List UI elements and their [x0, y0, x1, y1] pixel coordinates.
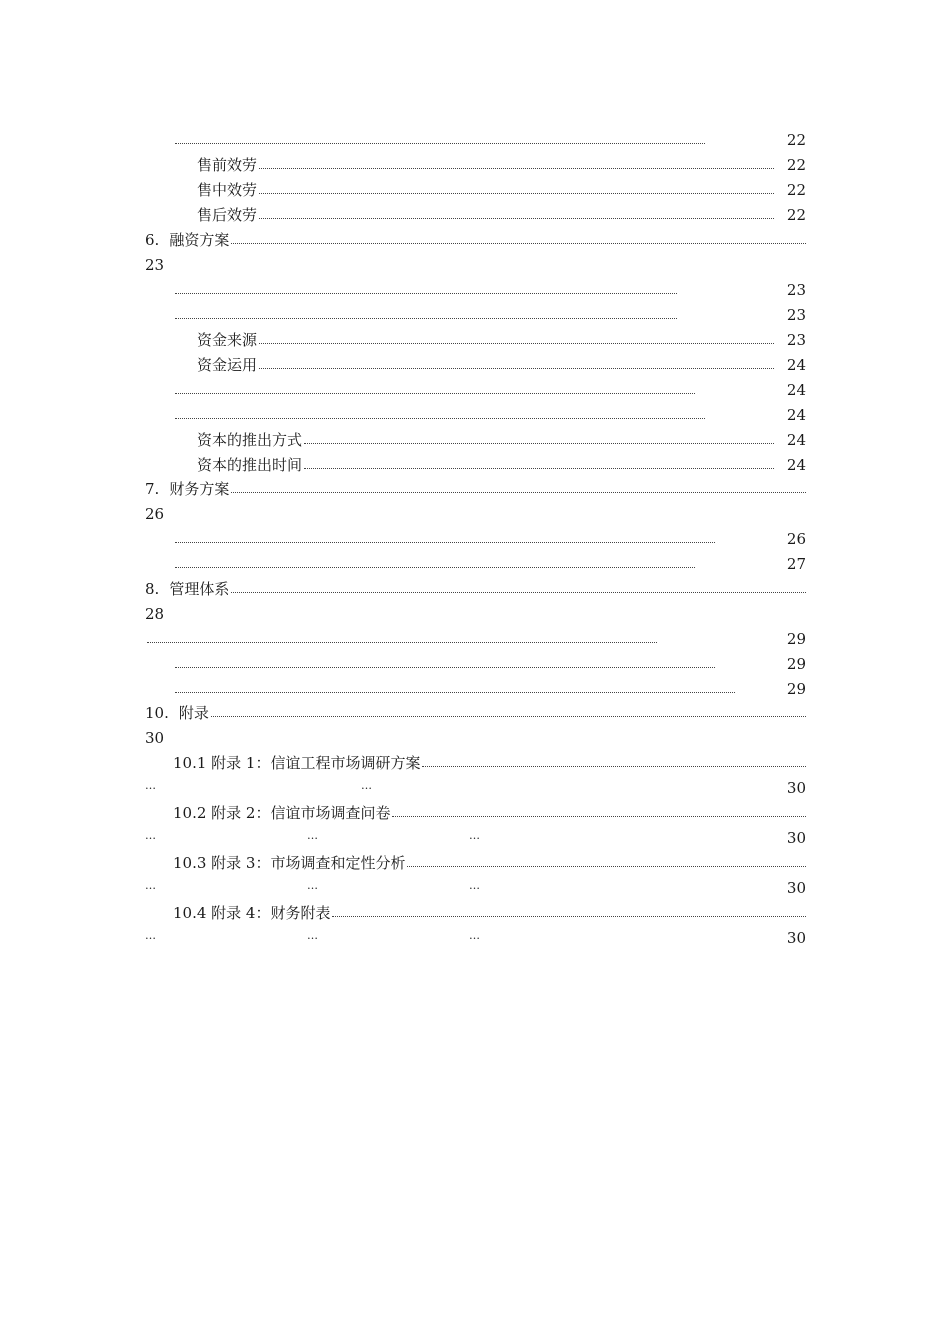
page-number: 28 [145, 605, 165, 623]
leader-dots [259, 193, 774, 194]
toc-appendix-entry [173, 902, 806, 922]
entry-title: 10.4 附录 4：财务附表 [173, 904, 331, 922]
page-number: 22 [786, 206, 806, 224]
entry-title: 资本的推出时间 [197, 456, 303, 474]
toc-page-wrap [145, 727, 205, 747]
chapter-number: 8. [145, 580, 160, 598]
page-number: 30 [786, 829, 806, 847]
ellipsis-mark: … [307, 829, 318, 842]
entry-title: 10.2 附录 2：信谊市场调查问卷 [173, 804, 391, 822]
entry-title: 10.1 附录 1：信谊工程市场调研方案 [173, 754, 421, 772]
ellipsis-mark: … [145, 879, 156, 892]
toc-entry [197, 329, 806, 349]
toc-chapter [145, 702, 806, 722]
leader-dots [175, 393, 695, 394]
toc-entry [197, 179, 806, 199]
entry-title: 售后效劳 [197, 206, 258, 224]
leader-dots [175, 318, 677, 319]
page-number: 30 [786, 879, 806, 897]
leader-dots [332, 916, 806, 917]
toc-entry [197, 454, 806, 474]
page-number: 22 [786, 181, 806, 199]
toc-entry [173, 279, 806, 299]
leader-dots [407, 866, 806, 867]
entry-title: 资本的推出方式 [197, 431, 303, 449]
page-number: 23 [786, 281, 806, 299]
toc-entry [197, 204, 806, 224]
page-number: 29 [786, 630, 806, 648]
leader-dots [211, 716, 806, 717]
leader-dots [147, 642, 657, 643]
page-number: 22 [786, 156, 806, 174]
entry-title: 10.3 附录 3：市场调查和定性分析 [173, 854, 406, 872]
leader-dots [175, 293, 677, 294]
leader-dots [259, 168, 774, 169]
ellipsis-mark: … [469, 929, 480, 942]
leader-dots [231, 492, 806, 493]
toc-entry [197, 429, 806, 449]
leader-dots [422, 766, 806, 767]
ellipsis-mark: … [145, 779, 156, 792]
toc-entry [197, 154, 806, 174]
page-number: 24 [786, 406, 806, 424]
toc-appendix-entry [173, 752, 806, 772]
toc-entry [173, 678, 806, 698]
toc-entry [197, 354, 806, 374]
chapter-title: 管理体系 [169, 580, 230, 598]
leader-dots [175, 143, 705, 144]
leader-dots [231, 592, 806, 593]
toc-entry [173, 653, 806, 673]
toc-page-wrap [746, 877, 806, 897]
leader-dots [175, 567, 695, 568]
toc-entry [173, 379, 806, 399]
toc-chapter [145, 578, 806, 598]
page-number: 23 [145, 256, 165, 274]
leader-dots [175, 542, 715, 543]
leader-dots [259, 218, 774, 219]
ellipsis-mark: … [145, 829, 156, 842]
toc-page-wrap [746, 827, 806, 847]
page-number: 26 [786, 530, 806, 548]
toc-page-wrap [145, 603, 205, 623]
ellipsis-mark: … [469, 829, 480, 842]
leader-dots [304, 468, 774, 469]
page-number: 30 [145, 729, 165, 747]
page-number: 26 [145, 505, 165, 523]
page-number: 22 [786, 131, 806, 149]
toc-entry [145, 628, 806, 648]
toc-page-wrap [746, 777, 806, 797]
toc-entry [173, 553, 806, 573]
toc-page-wrap [145, 254, 205, 274]
entry-title: 售中效劳 [197, 181, 258, 199]
leader-dots [175, 667, 715, 668]
page-number: 30 [786, 929, 806, 947]
leader-dots [392, 816, 806, 817]
toc-entry [173, 304, 806, 324]
page-number: 29 [786, 655, 806, 673]
chapter-number: 10. [145, 704, 169, 722]
chapter-title: 附录 [178, 704, 209, 722]
ellipsis-mark: … [145, 929, 156, 942]
page-number: 30 [786, 779, 806, 797]
toc-appendix-entry [173, 852, 806, 872]
chapter-title: 财务方案 [169, 480, 230, 498]
leader-dots [175, 692, 735, 693]
toc-chapter [145, 478, 806, 498]
ellipsis-mark: … [307, 879, 318, 892]
leader-dots [259, 368, 774, 369]
page-number: 29 [786, 680, 806, 698]
leader-dots [304, 443, 774, 444]
page-number: 24 [786, 356, 806, 374]
toc-page-wrap [145, 503, 205, 523]
ellipsis-mark: … [469, 879, 480, 892]
toc-appendix-entry [173, 802, 806, 822]
chapter-number: 6. [145, 231, 160, 249]
leader-dots [175, 418, 705, 419]
page-number: 24 [786, 431, 806, 449]
ellipsis-mark: … [307, 929, 318, 942]
page-number: 23 [786, 306, 806, 324]
toc-page-wrap [746, 927, 806, 947]
leader-dots [231, 243, 806, 244]
ellipsis-mark: … [361, 779, 372, 792]
chapter-title: 融资方案 [169, 231, 230, 249]
toc-chapter [145, 229, 806, 249]
toc-entry [173, 129, 806, 149]
toc-entry [173, 404, 806, 424]
page-number: 24 [786, 456, 806, 474]
toc-entry [173, 528, 806, 548]
leader-dots [259, 343, 774, 344]
page-number: 24 [786, 381, 806, 399]
entry-title: 售前效劳 [197, 156, 258, 174]
chapter-number: 7. [145, 480, 160, 498]
page-number: 27 [786, 555, 806, 573]
entry-title: 资金运用 [197, 356, 258, 374]
entry-title: 资金来源 [197, 331, 258, 349]
page-number: 23 [786, 331, 806, 349]
